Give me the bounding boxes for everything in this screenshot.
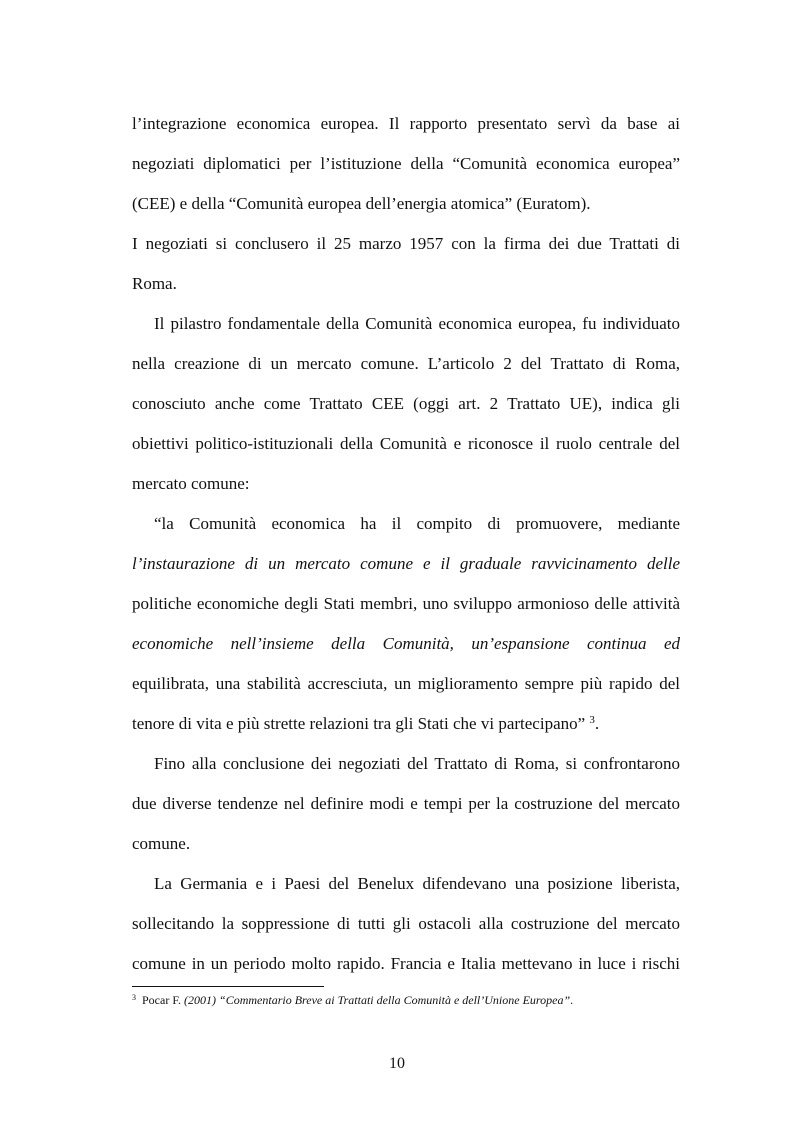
quote-line: politiche economiche degli Stati membri, uno sviluppo armonioso delle attività (132, 594, 680, 613)
body-line: sollecitando la soppressione di tutti gli ostacoli alla costruzione del mercato (132, 914, 680, 933)
footnote-title: “Commentario Breve ai Trattati della Comunità e dell’Unione Europea” (219, 993, 571, 1007)
body-line: (CEE) e della “Comunità europea dell’energia atomica” (Euratom). (132, 194, 591, 213)
body-line: Roma. (132, 274, 177, 293)
body-line: nella creazione di un mercato comune. L’articolo 2 del Trattato di Roma, (132, 354, 680, 373)
footnote-reference: 3 (589, 714, 595, 726)
italic-text: economiche nell’insieme della Comunità, un’espansione continua ed (132, 634, 680, 653)
footnote-marker: 3 (132, 993, 136, 1002)
footnote-year: (2001) (184, 993, 217, 1007)
italic-text: l’instaurazione di un mercato comune e il graduale ravvicinamento delle (132, 554, 680, 573)
body-line: La Germania e i Paesi del Benelux difendevano una posizione liberista, (154, 874, 680, 893)
footnote (132, 992, 573, 1008)
body-line: comune in un periodo molto rapido. Francia e Italia mettevano in luce i rischi (132, 954, 680, 973)
body-line: obiettivi politico-istituzionali della Comunità e riconosce il ruolo centrale del (132, 434, 680, 453)
quote-text: tenore di vita e più strette relazioni tra gli Stati che vi partecipano” (132, 714, 586, 733)
body-line: Il pilastro fondamentale della Comunità economica europea, fu individuato (154, 314, 680, 333)
body-line: Fino alla conclusione dei negoziati del Trattato di Roma, si confrontarono (154, 754, 680, 773)
quote-line (132, 633, 680, 655)
body-line: negoziati diplomatici per l’istituzione della “Comunità economica europea” (132, 154, 680, 173)
quote-line: “la Comunità economica ha il compito di promuovere, mediante (154, 514, 680, 533)
body-line: mercato comune: (132, 474, 250, 493)
footnote-end: . (570, 993, 574, 1007)
quote-line (132, 713, 680, 735)
footnote-author: Pocar F. (142, 993, 182, 1007)
page-number: 10 (389, 1055, 405, 1072)
quote-line (132, 553, 680, 575)
quote-line: equilibrata, una stabilità accresciuta, un miglioramento sempre più rapido del (132, 674, 680, 693)
body-line: comune. (132, 834, 191, 853)
body-line: conosciuto anche come Trattato CEE (oggi art. 2 Trattato UE), indica gli (132, 394, 680, 413)
body-line: due diverse tendenze nel definire modi e tempi per la costruzione del mercato (132, 794, 680, 813)
body-line: l’integrazione economica europea. Il rapporto presentato servì da base ai (132, 114, 680, 133)
body-line: I negoziati si conclusero il 25 marzo 1957 con la firma dei due Trattati di (132, 234, 680, 253)
period: . (594, 714, 600, 733)
footnote-separator (132, 986, 324, 987)
